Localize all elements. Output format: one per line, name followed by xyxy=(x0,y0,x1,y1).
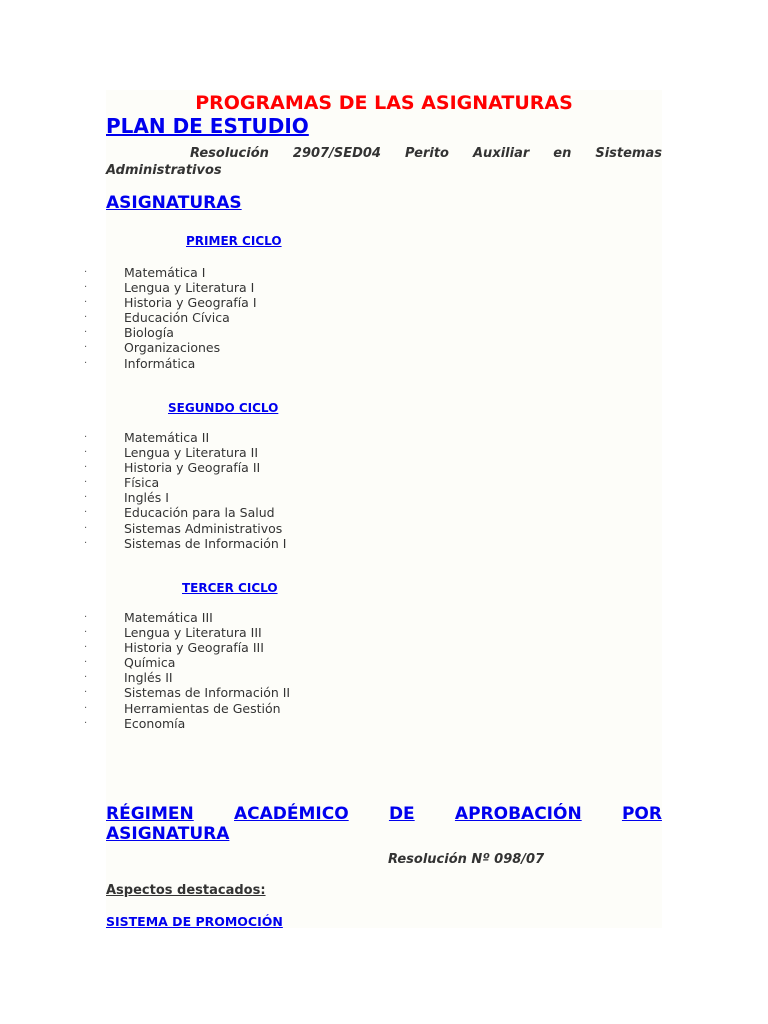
list-item: · Inglés II xyxy=(84,670,173,686)
resolution-word: Auxiliar xyxy=(473,146,530,161)
resolution-line xyxy=(106,146,662,161)
list-item: · Economía xyxy=(84,715,186,731)
bullet-icon: · xyxy=(84,432,88,443)
bullet-icon: · xyxy=(84,612,88,623)
regimen-continuation[interactable]: ASIGNATURA xyxy=(106,824,230,844)
regimen-word[interactable]: ACADÉMICO xyxy=(234,804,349,824)
bullet-icon: · xyxy=(84,522,88,534)
bullet-icon: · xyxy=(84,537,88,549)
resolution-number: Resolución Nº 098/07 xyxy=(388,852,545,867)
list-item: · Organizaciones xyxy=(84,340,221,356)
bullet-icon: · xyxy=(84,717,88,729)
bullet-icon: · xyxy=(84,357,88,369)
list-item: · Informática xyxy=(84,355,196,371)
bullet-icon: · xyxy=(84,327,88,339)
resolution-word: Sistemas xyxy=(595,146,662,161)
bullet-icon: · xyxy=(84,447,88,459)
asignaturas-link[interactable]: ASIGNATURAS xyxy=(106,193,242,213)
list-item: · Inglés I xyxy=(84,490,169,506)
primer-ciclo-link[interactable]: PRIMER CICLO xyxy=(186,234,282,248)
bullet-icon: · xyxy=(84,642,88,654)
bullet-icon: · xyxy=(84,492,88,504)
bullet-icon: · xyxy=(84,477,88,489)
resolution-word: Resolución xyxy=(190,146,269,161)
list-item: · Lengua y Literatura I xyxy=(84,280,255,296)
list-item: · Sistemas Administrativos xyxy=(84,520,283,536)
resolution-word: Perito xyxy=(404,146,449,161)
bullet-icon: · xyxy=(84,657,88,669)
list-item: · Física xyxy=(84,475,160,491)
list-item: · Educación Cívica xyxy=(84,310,230,326)
list-item: · Química xyxy=(84,655,176,671)
resolution-word: 2907/SED04 xyxy=(292,146,381,161)
list-item: · Matemática II xyxy=(84,430,210,445)
regimen-word[interactable]: RÉGIMEN xyxy=(106,804,194,824)
list-item: · Sistemas de Información II xyxy=(84,685,291,701)
sistema-promocion-link[interactable]: SISTEMA DE PROMOCIÓN xyxy=(106,914,283,929)
page-title: PROGRAMAS DE LAS ASIGNATURAS xyxy=(195,92,573,114)
list-item: · Lengua y Literatura II xyxy=(84,445,259,461)
bullet-icon: · xyxy=(84,627,88,639)
list-item: · Herramientas de Gestión xyxy=(84,700,281,716)
segundo-ciclo-list xyxy=(84,430,286,551)
list-item: · Lengua y Literatura III xyxy=(84,625,262,641)
document-page xyxy=(84,90,662,929)
bullet-icon: · xyxy=(84,702,88,714)
resolution-word: en xyxy=(553,146,572,161)
list-item: · Biología xyxy=(84,325,174,341)
list-item: · Educación para la Salud xyxy=(84,505,275,521)
tercer-ciclo-link[interactable]: TERCER CICLO xyxy=(182,581,278,595)
resolution-continuation: Administrativos xyxy=(106,163,222,178)
regimen-heading[interactable] xyxy=(106,804,662,844)
bullet-icon: · xyxy=(84,672,88,684)
plan-de-estudio-link[interactable]: PLAN DE ESTUDIO xyxy=(106,114,309,138)
bullet-icon: · xyxy=(84,507,88,519)
bullet-icon: · xyxy=(84,297,88,309)
list-item: · Historia y Geografía III xyxy=(84,640,264,656)
regimen-word[interactable]: POR xyxy=(621,804,662,824)
bullet-icon: · xyxy=(84,462,88,474)
list-item: · Sistemas de Información I xyxy=(84,535,287,551)
list-item: · Historia y Geografía II xyxy=(84,460,261,476)
list-item: · Matemática III xyxy=(84,610,213,625)
regimen-word[interactable]: DE xyxy=(388,804,415,824)
bullet-icon: · xyxy=(84,312,88,324)
bullet-icon: · xyxy=(84,282,88,294)
list-item: · Historia y Geografía I xyxy=(84,295,257,311)
bullet-icon: · xyxy=(84,687,88,699)
list-item: · Matemática I xyxy=(84,265,206,280)
regimen-line xyxy=(106,804,662,824)
regimen-word[interactable]: APROBACIÓN xyxy=(454,804,582,824)
segundo-ciclo-link[interactable]: SEGUNDO CICLO xyxy=(168,401,279,415)
bullet-icon: · xyxy=(84,267,88,278)
tercer-ciclo-list xyxy=(84,610,290,731)
bullet-icon: · xyxy=(84,342,88,354)
aspectos-heading: Aspectos destacados: xyxy=(106,883,266,898)
primer-ciclo-list xyxy=(84,265,257,371)
